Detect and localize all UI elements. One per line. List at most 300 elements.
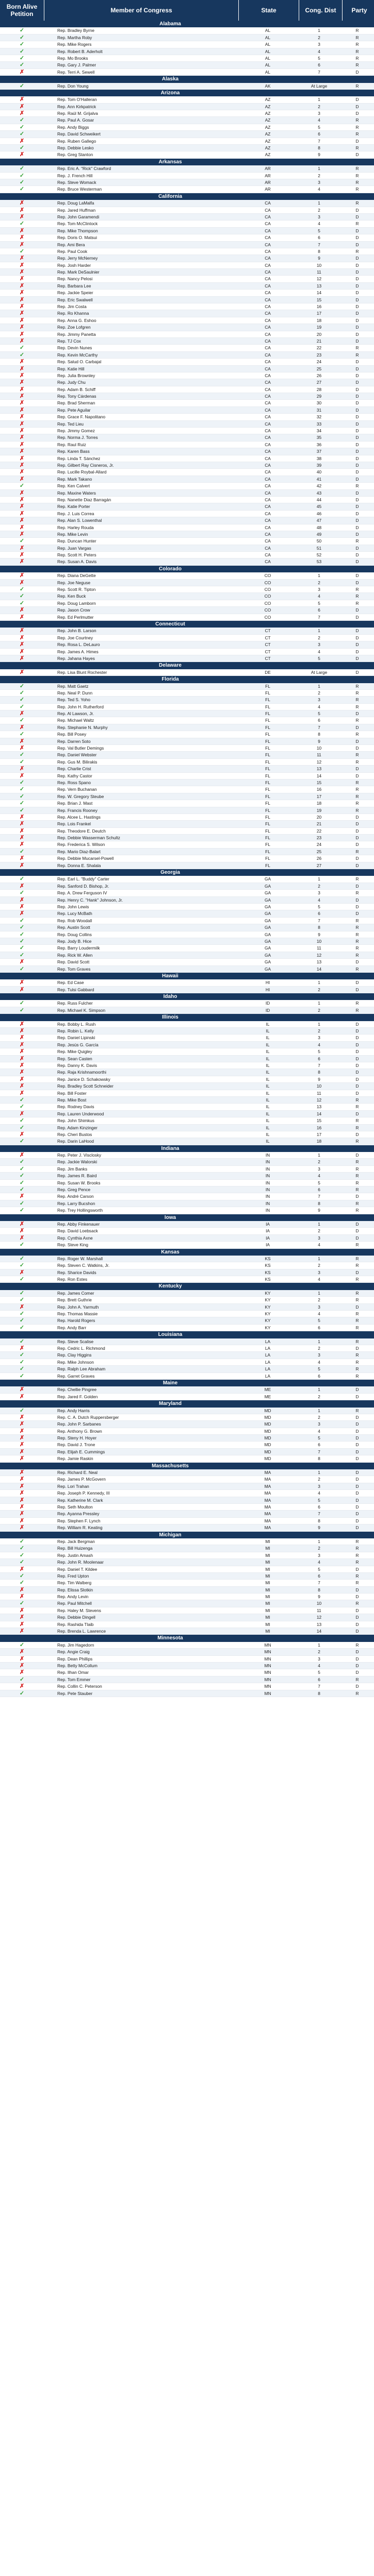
party-code: R [355, 1359, 359, 1365]
party-code: R [355, 1311, 359, 1317]
state-code: CA [265, 207, 271, 213]
party-code: D [355, 380, 359, 385]
member-name: Rep. Maxine Waters [57, 490, 96, 496]
table-row [0, 352, 374, 359]
district-number: 3 [318, 214, 320, 219]
district-number: 1 [318, 1001, 320, 1006]
member-name: Rep. Lois Frankel [57, 821, 91, 827]
district-number: 9 [318, 1208, 320, 1213]
member-name: Rep. Duncan Hunter [57, 538, 96, 544]
member-name: Rep. Larry Bucshon [57, 1200, 95, 1206]
member-name: Rep. Greg Stanton [57, 152, 93, 158]
party-code: R [355, 793, 359, 799]
petition-status-icon: ✗ [19, 1607, 25, 1614]
member-name: Rep. TJ Cox [57, 338, 81, 344]
member-name: Rep. Paul Mitchell [57, 1601, 92, 1606]
state-code: KY [265, 1325, 271, 1330]
table-row [0, 165, 374, 172]
petition-status-icon: ✗ [19, 1683, 25, 1690]
state-code: MD [264, 1442, 271, 1448]
member-name: Rep. Lucy McBath [57, 911, 92, 917]
state-code: AZ [265, 138, 271, 144]
table-row [0, 428, 374, 434]
state-code: CT [265, 628, 271, 634]
member-name: Rep. Robin L. Kelly [57, 1028, 94, 1034]
party-code: R [355, 952, 359, 958]
member-name: Rep. James Comer [57, 1290, 94, 1296]
table-row [0, 635, 374, 641]
petition-status-icon: ✓ [19, 186, 25, 193]
table-row [0, 1048, 374, 1055]
table-row [0, 1056, 374, 1062]
member-name: Rep. Frederica S. Wilson [57, 842, 105, 848]
petition-status-icon: ✓ [19, 1317, 25, 1324]
petition-status-icon: ✓ [19, 1676, 25, 1683]
member-name: Rep. Salud O. Carbajal [57, 359, 102, 365]
party-code: D [355, 580, 359, 585]
district-number: 5 [318, 904, 320, 909]
state-code: FL [265, 787, 270, 792]
district-number: 50 [316, 538, 322, 544]
member-name: Rep. Gus M. Bilirakis [57, 759, 97, 765]
party-code: D [355, 449, 359, 454]
member-name: Rep. Garret Graves [57, 1373, 95, 1379]
party-code: D [355, 297, 359, 302]
table-row [0, 1311, 374, 1317]
state-code: MD [264, 1421, 271, 1427]
party-code: R [355, 1180, 359, 1185]
state-code: MD [264, 1408, 271, 1413]
state-code: MA [264, 1518, 271, 1523]
state-code: CO [264, 594, 271, 599]
state-code: CA [265, 242, 271, 247]
district-number: 4 [318, 1311, 320, 1317]
district-number: 13 [316, 283, 322, 289]
district-number: 37 [316, 449, 322, 454]
member-name: Rep. Joseph P. Kennedy, III [57, 1490, 110, 1496]
district-number: At Large [311, 83, 328, 89]
petition-status-icon: ✓ [19, 145, 25, 151]
state-code: FL [265, 779, 270, 785]
member-name: Rep. Raja Krishnamoorthi [57, 1070, 106, 1075]
petition-status-icon: ✗ [19, 441, 25, 448]
petition-status-icon: ✗ [19, 607, 25, 614]
party-code: R [355, 179, 359, 185]
petition-status-icon: ✓ [19, 945, 25, 952]
district-number: 2 [318, 1477, 320, 1482]
table-row [0, 462, 374, 469]
district-number: 4 [318, 1277, 320, 1282]
petition-status-icon: ✗ [19, 255, 25, 262]
party-code: D [355, 524, 359, 530]
state-code: CA [265, 283, 271, 289]
state-code: CA [265, 200, 271, 206]
state-code: KS [265, 1277, 271, 1282]
state-section-header: Colorado [0, 566, 374, 572]
member-name: Rep. Darin LaHood [57, 1139, 94, 1144]
member-name: Rep. Adam Kinzinger [57, 1125, 97, 1130]
state-code: CA [265, 421, 271, 427]
party-code: D [355, 1670, 359, 1675]
table-row [0, 524, 374, 531]
state-code: GA [265, 876, 271, 882]
member-name: Rep. Austin Scott [57, 925, 90, 930]
district-number: 3 [318, 1269, 320, 1275]
table-row [0, 421, 374, 428]
member-name: Rep. Michael Waltz [57, 718, 94, 723]
petition-status-icon: ✓ [19, 483, 25, 489]
party-code: R [355, 587, 359, 592]
district-number: 6 [318, 1056, 320, 1061]
table-row [0, 1125, 374, 1131]
petition-status-icon: ✓ [19, 1117, 25, 1124]
member-name: Rep. Jim Banks [57, 1166, 88, 1172]
district-number: 1 [318, 1642, 320, 1648]
member-name: Rep. Alcee L. Hastings [57, 814, 101, 820]
member-name: Rep. Angie Craig [57, 1649, 90, 1655]
district-number: 8 [318, 145, 320, 151]
petition-status-icon: ✗ [19, 207, 25, 213]
district-number: 1 [318, 200, 320, 206]
table-row [0, 179, 374, 186]
state-code: GA [265, 883, 271, 889]
party-code: D [355, 69, 359, 75]
member-name: Rep. Tony Cárdenas [57, 394, 96, 399]
state-code: GA [265, 945, 271, 951]
petition-status-icon: ✗ [19, 296, 25, 303]
state-code: CA [265, 325, 271, 330]
table-row [0, 1193, 374, 1200]
state-code: FL [265, 683, 270, 689]
member-name: Rep. Diana DeGette [57, 573, 96, 579]
table-row [0, 1490, 374, 1497]
table-row [0, 96, 374, 103]
petition-status-icon: ✗ [19, 766, 25, 772]
party-code: R [355, 1139, 359, 1144]
party-code: D [355, 1194, 359, 1199]
party-code: R [355, 1297, 359, 1303]
table-row [0, 938, 374, 945]
state-code: CA [265, 256, 271, 261]
party-code: R [355, 1642, 359, 1648]
petition-status-icon: ✗ [19, 420, 25, 427]
petition-status-icon: ✗ [19, 324, 25, 331]
petition-status-icon: ✗ [19, 910, 25, 917]
table-row [0, 1621, 374, 1628]
state-code: MA [264, 1477, 271, 1482]
petition-status-icon: ✗ [19, 138, 25, 144]
state-code: CA [265, 552, 271, 558]
state-code: CA [265, 228, 271, 233]
table-row [0, 331, 374, 338]
party-code: R [355, 35, 359, 40]
state-code: AL [265, 62, 271, 68]
district-number: 3 [318, 1035, 320, 1041]
table-row [0, 1614, 374, 1621]
table-row [0, 1269, 374, 1276]
petition-status-icon: ✗ [19, 337, 25, 344]
petition-status-icon: ✓ [19, 1372, 25, 1379]
petition-status-icon: ✗ [19, 634, 25, 641]
party-code: D [355, 497, 359, 502]
member-name: Rep. Ross Spano [57, 779, 91, 785]
member-name: Rep. Steven C. Watkins, Jr. [57, 1263, 110, 1268]
party-code: R [355, 1352, 359, 1358]
petition-status-icon: ✗ [19, 1062, 25, 1069]
member-name: Rep. Doug Lamborn [57, 600, 96, 606]
party-code: R [355, 1118, 359, 1124]
petition-status-icon: ✓ [19, 793, 25, 800]
member-name: Rep. Matt Gaetz [57, 683, 89, 689]
petition-status-icon: ✗ [19, 552, 25, 558]
district-number: 41 [316, 476, 322, 482]
table-row [0, 228, 374, 234]
table-row [0, 855, 374, 862]
district-number: 9 [318, 738, 320, 744]
party-code: D [355, 1629, 359, 1634]
party-code: D [355, 1490, 359, 1496]
petition-status-icon: ✗ [19, 476, 25, 482]
petition-status-icon: ✗ [19, 1228, 25, 1234]
party-code: R [355, 131, 359, 137]
member-name: Rep. Katie Hill [57, 366, 85, 371]
district-number: 4 [318, 704, 320, 709]
member-name: Rep. C. A. Dutch Ruppersberger [57, 1414, 119, 1420]
petition-status-icon: ✗ [19, 1048, 25, 1055]
petition-status-icon: ✓ [19, 1159, 25, 1165]
party-code: D [355, 614, 359, 620]
table-row [0, 497, 374, 503]
state-section-header: Florida [0, 676, 374, 683]
petition-status-icon: ✗ [19, 1421, 25, 1428]
state-code: IN [265, 1166, 270, 1172]
party-code: R [355, 1552, 359, 1558]
district-number: 34 [316, 428, 322, 434]
table-row [0, 704, 374, 710]
party-code: R [355, 124, 359, 130]
table-row [0, 786, 374, 793]
state-code: IL [266, 1118, 270, 1124]
member-name: Rep. Daniel Webster [57, 752, 97, 758]
state-code: MD [264, 1456, 271, 1462]
petition-status-icon: ✓ [19, 952, 25, 958]
party-code: D [355, 262, 359, 268]
party-code: D [355, 476, 359, 482]
petition-status-icon: ✗ [19, 1662, 25, 1669]
state-section-header: Arizona [0, 90, 374, 96]
district-number: 7 [318, 1684, 320, 1689]
table-row [0, 1262, 374, 1269]
party-code: D [355, 1621, 359, 1627]
party-code: D [355, 97, 359, 103]
table-row [0, 1663, 374, 1669]
district-number: 25 [316, 849, 322, 854]
member-name: Rep. Elijah E. Cummings [57, 1449, 105, 1454]
member-name: Rep. Ilhan Omar [57, 1670, 89, 1675]
party-code: D [355, 1028, 359, 1034]
petition-status-icon: ✓ [19, 938, 25, 944]
member-name: Rep. John Shimkus [57, 1118, 94, 1124]
state-code: CA [265, 483, 271, 489]
petition-status-icon: ✗ [19, 814, 25, 820]
district-number: 3 [318, 1421, 320, 1427]
party-code: D [355, 635, 359, 640]
petition-status-icon: ✓ [19, 786, 25, 793]
petition-status-icon: ✓ [19, 345, 25, 351]
district-number: 11 [317, 945, 321, 951]
petition-status-icon: ✓ [19, 1690, 25, 1697]
petition-status-icon: ✗ [19, 517, 25, 524]
district-number: 3 [318, 1656, 320, 1662]
district-number: 22 [316, 828, 322, 834]
party-code: R [355, 1318, 359, 1324]
state-code: IN [265, 1187, 270, 1193]
table-row [0, 800, 374, 807]
party-code: D [355, 745, 359, 751]
party-code: D [355, 1304, 359, 1310]
party-code: D [355, 1414, 359, 1420]
petition-status-icon: ✗ [19, 579, 25, 586]
petition-status-icon: ✓ [19, 124, 25, 130]
member-name: Rep. Paul Cook [57, 248, 88, 254]
district-number: 3 [318, 1483, 320, 1489]
party-code: D [355, 1470, 359, 1476]
district-number: 11 [317, 752, 321, 758]
member-name: Rep. Cheri Bustos [57, 1131, 92, 1137]
petition-status-icon: ✗ [19, 69, 25, 75]
member-name: Rep. Jack Bergman [57, 1538, 95, 1544]
petition-status-icon: ✗ [19, 331, 25, 337]
district-number: 11 [317, 269, 321, 275]
member-name: Rep. Mike Bost [57, 1097, 87, 1103]
state-section-header: Hawaii [0, 973, 374, 979]
petition-status-icon: ✗ [19, 496, 25, 503]
table-row [0, 897, 374, 904]
party-code: R [355, 145, 359, 151]
member-name: Rep. Jim Costa [57, 304, 87, 310]
district-number: 4 [318, 1663, 320, 1668]
party-code: D [355, 138, 359, 144]
state-code: CA [265, 359, 271, 365]
state-code: KY [265, 1290, 271, 1296]
member-name: Rep. J. French Hill [57, 173, 93, 178]
state-section-header: Indiana [0, 1145, 374, 1152]
member-name: Rep. Scott H. Peters [57, 552, 96, 558]
district-number: 4 [318, 48, 320, 54]
party-code: D [355, 228, 359, 233]
table-row [0, 1345, 374, 1352]
party-code: R [355, 1007, 359, 1013]
district-number: 6 [318, 1504, 320, 1510]
petition-status-icon: ✗ [19, 213, 25, 220]
state-code: IL [266, 1042, 270, 1047]
member-name: Rep. Russ Fulcher [57, 1001, 93, 1006]
district-number: 5 [318, 228, 320, 233]
state-code: IN [265, 1208, 270, 1213]
state-code: MN [264, 1649, 271, 1655]
petition-status-icon: ✓ [19, 82, 25, 89]
party-code: D [355, 1663, 359, 1668]
party-code: D [355, 386, 359, 392]
party-code: D [355, 987, 359, 992]
table-row [0, 151, 374, 158]
member-name: Rep. Thomas Massie [57, 1311, 98, 1317]
state-code: CA [265, 248, 271, 254]
state-code: IN [265, 1200, 270, 1206]
table-row [0, 386, 374, 393]
table-row [0, 255, 374, 262]
state-code: GA [265, 938, 271, 944]
party-code: D [355, 628, 359, 634]
party-code: R [355, 55, 359, 61]
district-number: 40 [316, 469, 322, 475]
table-row [0, 697, 374, 703]
state-code: CA [265, 304, 271, 310]
member-name: Rep. Dean Phillips [57, 1656, 93, 1662]
party-code: D [355, 959, 359, 965]
member-name: Rep. Paul A. Gosar [57, 117, 94, 123]
table-row [0, 1180, 374, 1187]
district-number: 4 [318, 594, 320, 599]
party-code: R [355, 1097, 359, 1103]
state-code: IL [266, 1021, 270, 1027]
state-code: IN [265, 1153, 270, 1158]
member-name: Rep. Terri A. Sewell [57, 69, 95, 75]
party-code: D [355, 463, 359, 468]
district-number: 2 [318, 1546, 320, 1551]
party-code: R [355, 1200, 359, 1206]
table-row [0, 1076, 374, 1083]
state-code: FL [265, 835, 270, 841]
district-number: 8 [318, 1200, 320, 1206]
district-number: 25 [316, 366, 322, 371]
party-code: D [355, 1594, 359, 1600]
party-code: R [355, 718, 359, 723]
state-code: AL [265, 42, 271, 47]
state-code: IL [266, 1076, 270, 1082]
petition-status-icon: ✓ [19, 172, 25, 179]
party-code: R [355, 62, 359, 68]
district-number: 6 [318, 1187, 320, 1193]
member-name: Rep. Ruben Gallego [57, 138, 96, 144]
district-number: 3 [318, 111, 320, 116]
party-code: D [355, 1035, 359, 1041]
member-name: Rep. Roger W. Marshall [57, 1256, 103, 1261]
state-code: GA [265, 911, 271, 917]
district-number: 6 [318, 62, 320, 68]
district-number: 43 [316, 490, 322, 496]
petition-status-icon: ✗ [19, 1131, 25, 1138]
member-name: Rep. Joe Courtney [57, 635, 93, 640]
district-number: 4 [318, 1042, 320, 1047]
member-name: Rep. Al Lawson, Jr. [57, 711, 94, 717]
state-code: CA [265, 394, 271, 399]
party-code: R [355, 779, 359, 785]
party-code: R [355, 1242, 359, 1248]
district-number: 3 [318, 179, 320, 185]
state-section-header: Arkansas [0, 159, 374, 165]
state-section-header: Massachusetts [0, 1463, 374, 1469]
member-name: Rep. Jimmy Gomez [57, 428, 95, 434]
table-row [0, 69, 374, 76]
table-row [0, 876, 374, 883]
state-code: LA [265, 1338, 271, 1344]
member-name: Rep. Tom Graves [57, 966, 91, 972]
petition-status-icon: ✓ [19, 1572, 25, 1579]
party-code: D [355, 455, 359, 461]
party-code: D [355, 414, 359, 420]
petition-status-icon: ✗ [19, 317, 25, 324]
